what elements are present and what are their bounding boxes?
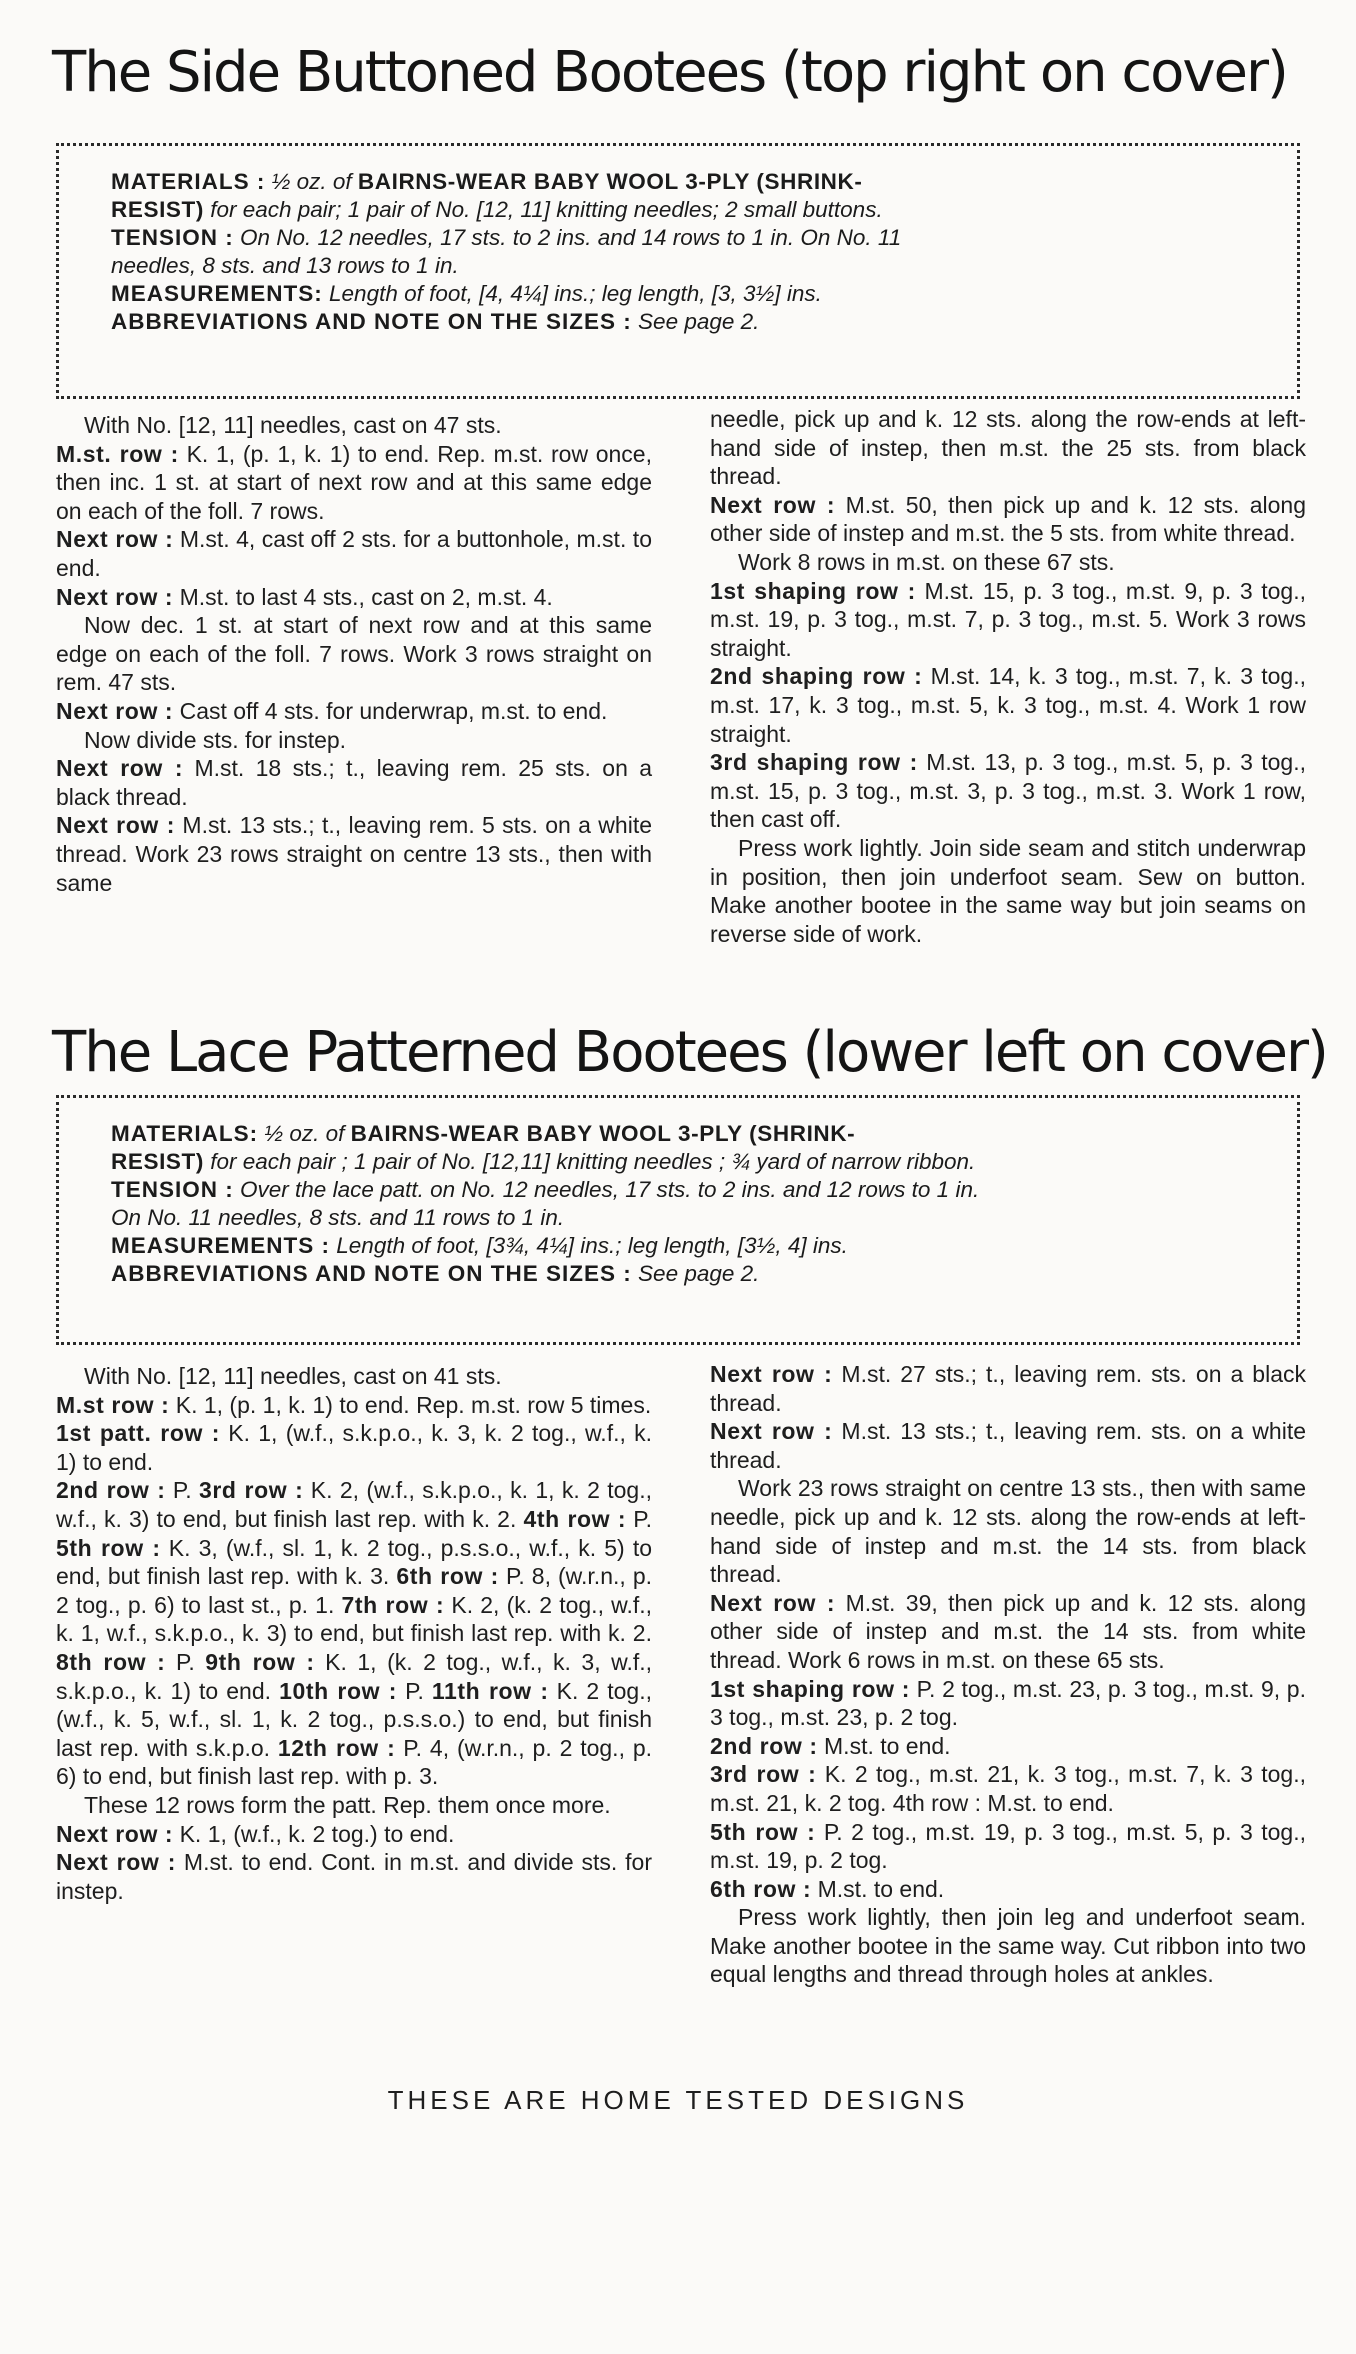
row-text: M.st. 50, then pick up and k. 12 sts. along other side of instep and m.st. the 5 sts. from white thread. [710, 491, 1307, 547]
tension-text: Over the lace patt. on No. 12 needles, 17 sts. to 2 ins. and 12 rows to 1 in. [240, 1177, 980, 1202]
row-label: M.st. row : [56, 440, 179, 467]
row-label: 8th row : [56, 1648, 166, 1675]
row-label: Next row : [710, 1361, 833, 1387]
row-text: Press work lightly. Join side seam and stitch underwrap in position, then join underfoot seam. Sew on button. Make another bootee in the same way but join seams on reverse side of work. [710, 834, 1306, 947]
row-text: M.st. 18 sts.; t., leaving rem. 25 sts. on a black thread. [56, 755, 652, 810]
row-text: M.st. 4, cast off 2 sts. for a buttonhole, m.st. to end. [56, 526, 652, 581]
instruction-paragraph [56, 754, 652, 811]
materials-box-side-buttoned [56, 143, 1300, 399]
instruction-paragraph [56, 697, 652, 726]
instruction-paragraph [56, 811, 652, 897]
row-label: 1st shaping row : [710, 577, 916, 604]
materials-wool-2: RESIST) [111, 1149, 204, 1174]
instruction-paragraph [56, 583, 652, 612]
row-text: K. 2 tog., m.st. 21, k. 3 tog., m.st. 7, k. 3 tog., m.st. 21, k. 2 tog. 4th row : M.st. to end. [710, 1761, 1306, 1816]
instruction-paragraph [56, 611, 652, 697]
row-text: M.st. 14, k. 3 tog., m.st. 7, k. 3 tog., m.st. 17, k. 3 tog., m.st. 5, k. 3 tog., m.st. 4. Work 1 row straight. [710, 663, 1306, 747]
row-text: M.st. 39, then pick up and k. 12 sts. along other side of instep and m.st. the 14 sts. from white thread. Work 6 rows in m.st. on these 65 sts. [710, 1589, 1307, 1673]
instruction-paragraph: M.st row : K. 1, (p. 1, k. 1) to end. Rep. m.st. row 5 times. [56, 1391, 652, 1418]
row-text: P. 2 tog., m.st. 19, p. 3 tog., m.st. 5, p. 3 tog., m.st. 19, p. 2 tog. [710, 1818, 1307, 1874]
row-label: Next row : [710, 1418, 833, 1445]
instruction-paragraph [710, 1417, 1306, 1474]
measurements-text: Length of foot, [3¾, 4¼] ins.; leg length, [3½, 4] ins. [336, 1233, 848, 1258]
row-label: 4th row : [523, 1505, 627, 1532]
row-label: Next row : [710, 491, 836, 518]
row-label: 7th row : [341, 1591, 445, 1618]
row-text: Now divide sts. for instep. [84, 726, 347, 753]
row-label: 1st shaping row : [710, 1675, 911, 1702]
materials-line [111, 1120, 1245, 1148]
materials-qty: ½ oz. of [264, 1121, 345, 1146]
instruction-paragraph [710, 1589, 1306, 1675]
row-text: P. 2 tog., m.st. 23, p. 3 tog., m.st. 9, p. 3 tog., m.st. 23, p. 2 tog. [710, 1675, 1306, 1731]
abbreviations-text: See page 2. [638, 309, 760, 334]
tension-line [111, 1176, 1245, 1204]
tension-text-2: On No. 11 needles, 8 sts. and 11 rows to 1 in. [111, 1205, 565, 1230]
materials-rest: for each pair; 1 pair of No. [12, 11] knitting needles; 2 small buttons. [210, 197, 883, 222]
instruction-paragraph [710, 748, 1306, 834]
row-label: 10th row : [279, 1677, 398, 1704]
instruction-paragraph [56, 726, 652, 755]
measurements-line [111, 280, 1245, 308]
row-text: M.st. 13 sts.; t., leaving rem. 5 sts. on a white thread. Work 23 rows straight on centre 13 sts., then with same [56, 812, 653, 896]
instruction-paragraph [710, 834, 1306, 948]
row-label: 3rd row : [198, 1477, 304, 1504]
instruction-paragraph [710, 1360, 1306, 1417]
measurements-line [111, 1232, 1245, 1260]
row-text: Cast off 4 sts. for underwrap, m.st. to end. [173, 697, 608, 724]
materials-wool-2: RESIST) [111, 197, 204, 222]
row-label: 2nd row : [710, 1732, 818, 1759]
materials-line-2 [111, 196, 1245, 224]
abbreviations-text: See page 2. [638, 1261, 760, 1286]
materials-line-2 [111, 1148, 1245, 1176]
row-text: M.st. to end. [817, 1732, 951, 1759]
instruction-paragraph [710, 1760, 1306, 1817]
materials-wool: BAIRNS-WEAR BABY WOOL 3-PLY (SHRINK- [357, 169, 863, 194]
row-text: Now dec. 1 st. at start of next row and at this same edge on each of the foll. 7 rows. Work 3 rows straight on rem. 47 sts. [56, 612, 652, 696]
section-title-lace-patterned: The Lace Patterned Bootees (lower left on cover) [52, 1020, 1327, 1085]
abbreviations-line [111, 308, 1245, 336]
instruction-paragraph [710, 1875, 1306, 1904]
row-label: 12th row : [277, 1734, 396, 1761]
instruction-paragraph [710, 1818, 1306, 1875]
row-text: M.st. 13, p. 3 tog., m.st. 5, p. 3 tog., m.st. 15, p. 3 tog., m.st. 3, p. 3 tog., m.st. 3. Work 1 row, then cast off. [710, 749, 1306, 833]
instruction-paragraph: 1st patt. row : K. 1, (w.f., s.k.p.o., k. 3, k. 2 tog., w.f., k. 1) to end. [56, 1420, 652, 1475]
tension-line-2 [111, 1204, 1245, 1232]
row-text: needle, pick up and k. 12 sts. along the row-ends at left-hand side of instep, then m.st. the 25 sts. from black thread. [710, 406, 1306, 490]
row-label: Next row : [710, 1589, 836, 1616]
row-label: 6th row : [710, 1875, 812, 1902]
instructions-column-left [56, 411, 652, 897]
row-text: With No. [12, 11] needles, cast on 47 sts. [84, 412, 502, 438]
instruction-paragraph: With No. [12, 11] needles, cast on 41 sts. [84, 1363, 502, 1389]
row-label: Next row : [56, 755, 184, 782]
row-label: Next row : [56, 526, 174, 553]
instruction-paragraph [56, 525, 652, 582]
row-label: Next row : [56, 697, 174, 724]
row-label: 3rd row : [710, 1761, 817, 1788]
abbreviations-line [111, 1260, 1245, 1288]
measurements-label: MEASUREMENTS : [111, 1233, 331, 1258]
row-label: Next row : [56, 812, 176, 839]
instruction-paragraph [710, 577, 1306, 663]
row-label: 9th row : [205, 1648, 315, 1675]
instructions-column-left [56, 1362, 652, 1905]
instructions-column-right [710, 405, 1306, 948]
row-text: K. 1, (p. 1, k. 1) to end. Rep. m.st. row once, then inc. 1 st. at start of next row and at this same edge on each of the foll. 7 rows. [56, 440, 652, 524]
row-label: Next row : [56, 1820, 174, 1847]
instruction-paragraph [710, 1732, 1306, 1761]
instruction-paragraph: Next row : M.st. to end. Cont. in m.st. and divide sts. for instep. [56, 1849, 652, 1904]
instruction-paragraph [710, 662, 1306, 748]
materials-box-lace-patterned [56, 1095, 1300, 1345]
row-label: Next row : [56, 583, 174, 610]
measurements-text: Length of foot, [4, 4¼] ins.; leg length, [3, 3½] ins. [329, 281, 822, 306]
row-text: M.st. 15, p. 3 tog., m.st. 9, p. 3 tog., m.st. 19, p. 3 tog., m.st. 7, p. 3 tog., m.st. 5. Work 3 rows straight. [710, 577, 1306, 661]
row-label: 5th row : [56, 1534, 161, 1561]
tension-text-2: needles, 8 sts. and 13 rows to 1 in. [111, 253, 459, 278]
instruction-paragraph [710, 1474, 1306, 1588]
abbreviations-label: ABBREVIATIONS AND NOTE ON THE SIZES : [111, 309, 632, 334]
row-label: Next row : [56, 1849, 177, 1876]
tension-line-2 [111, 252, 1245, 280]
row-text: Work 23 rows straight on centre 13 sts., then with same needle, pick up and k. 12 sts. along the row-ends at left-hand side of instep and m.st. the 14 sts. from black thread. [710, 1475, 1306, 1588]
instruction-paragraph: Next row : K. 1, (w.f., k. 2 tog.) to end. [56, 1820, 455, 1847]
materials-label: MATERIALS: [111, 1121, 259, 1146]
row-text: M.st. to last 4 sts., cast on 2, m.st. 4. [173, 583, 553, 610]
instruction-paragraph [56, 440, 652, 526]
row-label: 1st patt. row : [56, 1420, 221, 1447]
instruction-paragraph [710, 1903, 1306, 1989]
instructions-column-right [710, 1360, 1306, 1989]
row-text: Work 8 rows in m.st. on these 67 sts. [738, 548, 1115, 575]
materials-wool: BAIRNS-WEAR BABY WOOL 3-PLY (SHRINK- [350, 1121, 856, 1146]
row-label: 3rd shaping row : [710, 749, 918, 776]
materials-rest: for each pair ; 1 pair of No. [12,11] knitting needles ; ¾ yard of narrow ribbon. [210, 1149, 976, 1174]
materials-qty: ½ oz. of [271, 169, 352, 194]
row-label: 6th row : [396, 1563, 499, 1590]
row-label: 2nd shaping row : [710, 663, 923, 690]
instruction-paragraph [710, 1675, 1306, 1732]
tension-label: TENSION : [111, 225, 234, 250]
tension-line [111, 224, 1245, 252]
row-text: M.st. 27 sts.; t., leaving rem. sts. on a black thread. [710, 1361, 1306, 1416]
materials-line [111, 168, 1245, 196]
instruction-paragraph: These 12 rows form the patt. Rep. them once more. [84, 1791, 611, 1818]
tension-text: On No. 12 needles, 17 sts. to 2 ins. and 14 rows to 1 in. On No. 11 [240, 225, 902, 250]
instruction-paragraph [710, 491, 1306, 548]
instruction-paragraph [710, 405, 1306, 491]
row-label: 11th row : [431, 1677, 549, 1704]
abbreviations-label: ABBREVIATIONS AND NOTE ON THE SIZES : [111, 1261, 632, 1286]
row-label: 2nd row : [56, 1477, 166, 1504]
row-text: M.st. to end. [811, 1875, 945, 1902]
instruction-paragraph [56, 411, 652, 440]
row-text: M.st. 13 sts.; t., leaving rem. sts. on a white thread. [710, 1418, 1306, 1473]
instruction-paragraph [710, 548, 1306, 577]
measurements-label: MEASUREMENTS: [111, 281, 323, 306]
section-title-side-buttoned: The Side Buttoned Bootees (top right on cover) [52, 40, 1287, 105]
materials-label: MATERIALS : [111, 169, 266, 194]
row-label: 5th row : [710, 1818, 816, 1845]
row-label: M.st row : [56, 1391, 170, 1418]
instruction-paragraph: 2nd row : P. 3rd row : K. 2, (w.f., s.k.p.o., k. 1, k. 2 tog., w.f., k. 3) to end, but finish last rep. with k. 2. 4th row : P. 5th row : K. 3, (w.f., sl. 1, k. 2 tog., p.s.s.o., w.f., k. 5) to end, but finish last rep. with k. 3. 6th row : P. 8, (w.r.n., p. 2 tog., p. 6) to last st., p. 1. 7th row : K. 2, (k. 2 tog., w.f., k. 1, w.f., s.k.p.o., k. 3) to end, but finish last rep. with k. 2. 8th row : P. 9th row : K. 1, (k. 2 tog., w.f., k. 3, w.f., s.k.p.o., k. 1) to end. 10th row : P. 11th row : K. 2 tog., (w.f., k. 5, w.f., sl. 1, k. 2 tog., p.s.s.o.) to end, but finish last rep. with s.k.p.o. 12th row : P. 4, (w.r.n., p. 2 tog., p. 6) to end, but finish last rep. with p. 3. [56, 1477, 653, 1790]
tension-label: TENSION : [111, 1177, 234, 1202]
row-text: Press work lightly, then join leg and underfoot seam. Make another bootee in the same way. Cut ribbon into two equal lengths and thread through holes at ankles. [710, 1904, 1306, 1988]
footer-note: THESE ARE HOME TESTED DESIGNS [387, 2085, 969, 2115]
